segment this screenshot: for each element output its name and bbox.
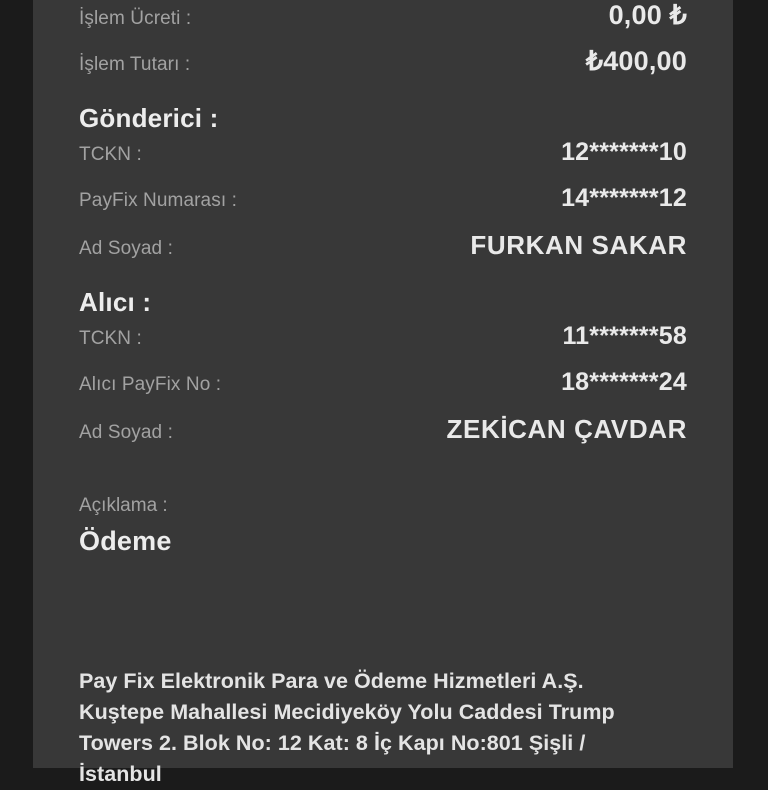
transaction-fee-label: İşlem Ücreti : [79,8,192,29]
transaction-fee-value: 0,00 ₺ [608,0,687,30]
legal-company-address [79,666,687,790]
recipient-section-heading: Alıcı : [79,287,152,317]
description-value: Ödeme [79,526,172,556]
sender-tckn-value: 12*******10 [561,138,687,166]
recipient-tckn-value: 11*******58 [562,322,687,350]
recipient-name-value: ZEKİCAN ÇAVDAR [446,414,687,444]
description-block [79,486,687,557]
sender-section-heading: Gönderici : [79,103,219,133]
sender-payfix-label: PayFix Numarası : [79,190,237,211]
sender-payfix-row [79,184,687,230]
sender-payfix-value: 14*******12 [561,184,687,212]
recipient-payfix-row [79,368,687,414]
recipient-name-label: Ad Soyad : [79,422,173,443]
sender-tckn-row [79,138,687,184]
transaction-amount-value: ₺400,00 [585,46,687,76]
legal-address-line-1: Pay Fix Elektronik Para ve Ödeme Hizmetleri A.Ş. [79,669,584,693]
transaction-amount-label: İşlem Tutarı : [79,54,191,75]
legal-address-line-3: Towers 2. Blok No: 12 Kat: 8 İç Kapı No:801 Şişli / [79,731,586,755]
recipient-tckn-label: TCKN : [79,328,142,349]
sender-name-label: Ad Soyad : [79,238,173,259]
transaction-receipt-card [33,0,733,786]
description-label: Açıklama : [79,495,168,516]
sender-name-row [79,230,687,276]
legal-address-line-4: İstanbul [79,762,162,786]
sender-name-value: FURKAN SAKAR [470,230,687,260]
recipient-payfix-label: Alıcı PayFix No : [79,374,222,395]
recipient-name-row [79,414,687,460]
transaction-amount-row [79,46,687,92]
sender-tckn-label: TCKN : [79,144,142,165]
legal-address-line-2: Kuştepe Mahallesi Mecidiyeköy Yolu Caddesi Trump [79,700,615,724]
recipient-payfix-value: 18*******24 [561,368,687,396]
transaction-fee-row [79,0,687,46]
recipient-tckn-row [79,322,687,368]
